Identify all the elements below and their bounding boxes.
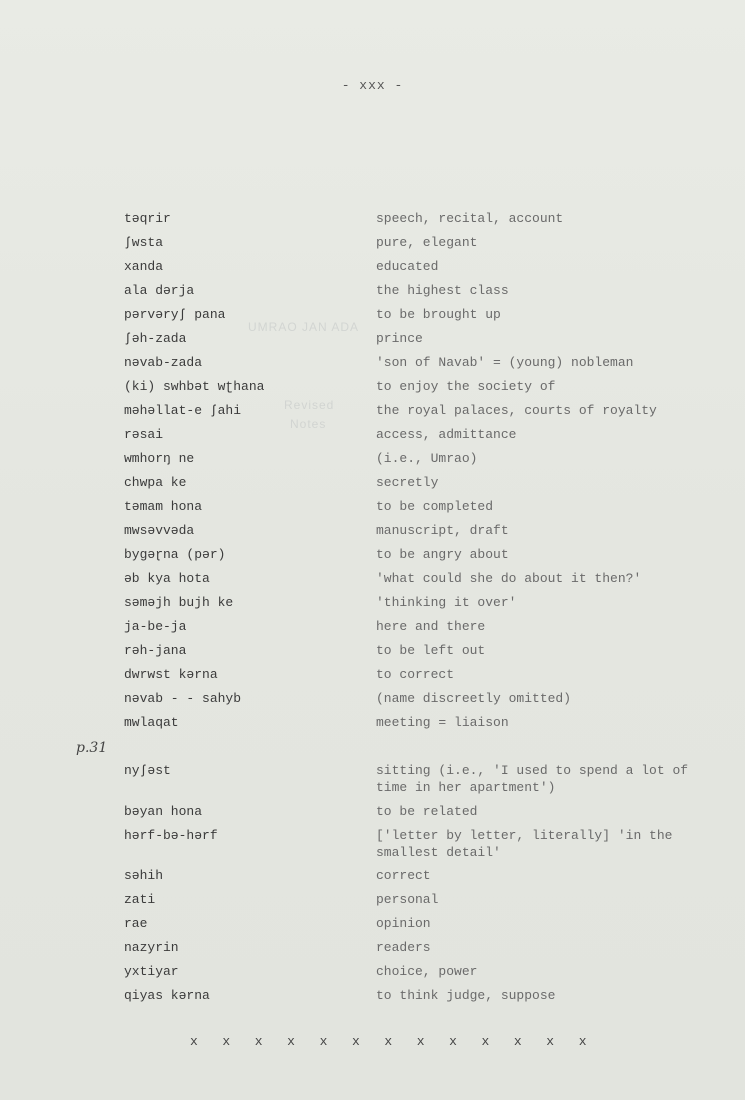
x-mark: x (449, 1034, 457, 1049)
glossary-term: xanda (124, 259, 164, 274)
glossary-gloss: (i.e., Umrao) (376, 451, 478, 466)
x-mark: x (190, 1034, 198, 1049)
x-mark: x (578, 1034, 587, 1049)
glossary-gloss: pure, elegant (376, 235, 478, 250)
glossary-term: ja-be-ja (124, 619, 187, 634)
glossary-term: zati (124, 892, 156, 907)
glossary-term: rəsai (124, 427, 164, 442)
glossary-term: yxtiyar (124, 964, 179, 979)
glossary-gloss: (name discreetly omitted) (376, 691, 572, 706)
x-mark: x (319, 1034, 328, 1049)
glossary-term: (ki) swhbət wʈhana (124, 379, 265, 394)
glossary-gloss: 'thinking it over' (376, 595, 517, 610)
glossary-gloss: meeting = liaison (376, 715, 509, 730)
x-mark: x (254, 1034, 263, 1049)
glossary-term: bəyan hona (124, 804, 203, 819)
glossary-gloss: prince (376, 331, 423, 346)
glossary-term: ʃwsta (124, 235, 164, 250)
glossary-gloss: to think judge, suppose (376, 988, 556, 1003)
glossary-term: qiyas kərna (124, 988, 210, 1003)
glossary-term: wmhorŋ ne (124, 451, 195, 466)
glossary-gloss: speech, recital, account (376, 211, 564, 226)
glossary-term: nyʃəst (124, 763, 171, 778)
glossary-gloss: readers (376, 940, 431, 955)
glossary-gloss: opinion (376, 916, 431, 931)
x-mark: x (222, 1034, 231, 1049)
glossary-gloss: 'what could she do about it then?' (376, 571, 642, 586)
glossary-gloss: secretly (376, 475, 439, 490)
glossary-term: bygəɽna (pər) (124, 547, 226, 562)
glossary-gloss: 'son of Navab' = (young) nobleman (376, 355, 634, 370)
glossary-term: pərvəryʃ pana (124, 307, 226, 322)
footer-x-marks (190, 1034, 611, 1049)
glossary-term: əb kya hota (124, 571, 210, 586)
x-mark: x (513, 1034, 522, 1049)
glossary-gloss: personal (376, 892, 439, 907)
glossary-term: hərf-bə-hərf (124, 828, 218, 843)
glossary-gloss: manuscript, draft (376, 523, 509, 538)
glossary-term: rae (124, 916, 148, 931)
glossary-gloss: to be left out (376, 643, 486, 658)
ghost-stamp-title: UMRAO JAN ADA (248, 320, 360, 334)
glossary-gloss: to be angry about (376, 547, 509, 562)
x-mark: x (546, 1034, 555, 1049)
x-mark: x (287, 1034, 295, 1049)
glossary-term: təmam hona (124, 499, 203, 514)
glossary-gloss: the royal palaces, courts of royalty (376, 403, 657, 418)
x-mark: x (416, 1034, 425, 1049)
glossary-gloss: to enjoy the society of (376, 379, 556, 394)
glossary-term: mwlaqat (124, 715, 179, 730)
x-mark: x (384, 1034, 393, 1049)
margin-page-reference: p.31 (76, 740, 108, 756)
glossary-term: təqrir (124, 211, 171, 226)
glossary-gloss: to be related (376, 804, 478, 819)
glossary-term: nəvab - - sahyb (124, 691, 242, 706)
ghost-stamp-notes: Notes (290, 417, 327, 431)
glossary-term: dwrwst kərna (124, 667, 218, 682)
glossary-term: chwpa ke (124, 475, 187, 490)
glossary-term: nazyrin (124, 940, 179, 955)
glossary-gloss: sitting (i.e., 'I used to spend a lot of time in her apartment') (376, 763, 689, 795)
glossary-gloss: the highest class (376, 283, 509, 298)
glossary-gloss: access, admittance (376, 427, 517, 442)
glossary-gloss: choice, power (376, 964, 478, 979)
glossary-term: məhəllat-e ʃahi (124, 403, 242, 418)
glossary-gloss: to correct (376, 667, 455, 682)
ghost-stamp-revised: Revised (284, 398, 335, 412)
glossary-gloss: here and there (376, 619, 486, 634)
glossary-term: ʃəh-zada (124, 331, 187, 346)
glossary-term: mwsəvvəda (124, 523, 195, 538)
glossary-gloss: to be brought up (376, 307, 501, 322)
x-mark: x (481, 1034, 490, 1049)
glossary-term: nəvab-zada (124, 355, 203, 370)
glossary-term: səhih (124, 868, 164, 883)
glossary-term: ala dərja (124, 283, 195, 298)
glossary-gloss: correct (376, 868, 431, 883)
glossary-gloss: educated (376, 259, 439, 274)
x-mark: x (351, 1034, 360, 1049)
page-header: - xxx - (341, 78, 404, 93)
glossary-gloss: ['letter by letter, literally] 'in the smallest detail' (376, 828, 673, 860)
glossary-term: səməjh bujh ke (124, 595, 234, 610)
glossary-term: rəh-jana (124, 643, 187, 658)
glossary-gloss: to be completed (376, 499, 494, 514)
